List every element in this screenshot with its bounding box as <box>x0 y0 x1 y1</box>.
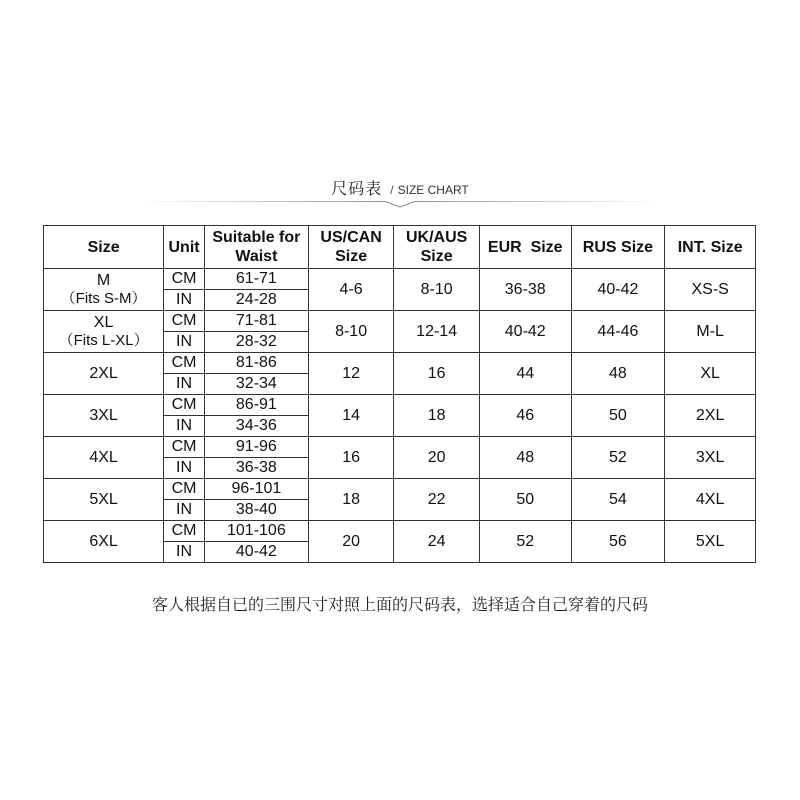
size-cell: 3XL <box>44 395 164 437</box>
unit-cm-cell: CM <box>164 269 205 290</box>
eur-cell: 44 <box>479 353 571 395</box>
int-cell: XL <box>665 353 756 395</box>
column-header-eur: EUR Size <box>479 226 571 269</box>
us-can-cell: 12 <box>308 353 394 395</box>
eur-cell: 46 <box>479 395 571 437</box>
column-header-size: Size <box>44 226 164 269</box>
waist-in-cell: 34-36 <box>204 416 308 437</box>
eur-cell: 40-42 <box>479 311 571 353</box>
size-cell: 2XL <box>44 353 164 395</box>
unit-in-cell: IN <box>164 290 205 311</box>
column-header-uk-aus: UK/AUS Size <box>394 226 480 269</box>
unit-in-cell: IN <box>164 416 205 437</box>
eur-cell: 50 <box>479 479 571 521</box>
table-row <box>44 395 756 416</box>
column-header-rus: RUS Size <box>571 226 665 269</box>
uk-aus-cell: 12-14 <box>394 311 480 353</box>
chevron-down-icon <box>385 194 415 208</box>
waist-in-cell: 32-34 <box>204 374 308 395</box>
waist-cm-cell: 71-81 <box>204 311 308 332</box>
uk-aus-cell: 22 <box>394 479 480 521</box>
fits-label: （Fits S-M） <box>60 289 147 307</box>
uk-aus-cell: 8-10 <box>394 269 480 311</box>
waist-in-cell: 40-42 <box>204 542 308 563</box>
rus-cell: 50 <box>571 395 665 437</box>
title-separator: / <box>390 183 394 197</box>
title-divider-left <box>140 201 385 202</box>
size-cell: 4XL <box>44 437 164 479</box>
unit-in-cell: IN <box>164 458 205 479</box>
int-cell: 2XL <box>665 395 756 437</box>
uk-aus-cell: 16 <box>394 353 480 395</box>
uk-aus-cell: 24 <box>394 521 480 563</box>
int-cell: 5XL <box>665 521 756 563</box>
waist-in-cell: 24-28 <box>204 290 308 311</box>
table-row <box>44 311 756 332</box>
size-chart-header <box>0 170 800 210</box>
waist-cm-cell: 81-86 <box>204 353 308 374</box>
unit-cm-cell: CM <box>164 395 205 416</box>
unit-cm-cell: CM <box>164 353 205 374</box>
us-can-cell: 4-6 <box>308 269 394 311</box>
rus-cell: 54 <box>571 479 665 521</box>
eur-cell: 52 <box>479 521 571 563</box>
unit-in-cell: IN <box>164 374 205 395</box>
rus-cell: 44-46 <box>571 311 665 353</box>
title-chinese: 尺码表 <box>331 179 383 198</box>
unit-cm-cell: CM <box>164 479 205 500</box>
int-cell: 4XL <box>665 479 756 521</box>
rus-cell: 56 <box>571 521 665 563</box>
int-cell: M-L <box>665 311 756 353</box>
size-cell: 6XL <box>44 521 164 563</box>
size-cell <box>44 269 164 311</box>
table-header-row <box>44 226 756 269</box>
footer-note: 客人根据自已的三围尺寸对照上面的尺码表，选择适合自己穿着的尺码 <box>151 595 648 614</box>
title-divider-right <box>415 201 660 202</box>
size-chart-table <box>43 225 756 563</box>
size-cell: 5XL <box>44 479 164 521</box>
waist-cm-cell: 96-101 <box>204 479 308 500</box>
int-cell: 3XL <box>665 437 756 479</box>
uk-aus-cell: 20 <box>394 437 480 479</box>
us-can-cell: 18 <box>308 479 394 521</box>
column-header-us-can: US/CAN Size <box>308 226 394 269</box>
waist-cm-cell: 61-71 <box>204 269 308 290</box>
size-label: M <box>96 271 111 289</box>
size-cell <box>44 311 164 353</box>
title-english: SIZE CHART <box>397 183 469 197</box>
waist-cm-cell: 101-106 <box>204 521 308 542</box>
column-header-int: INT. Size <box>665 226 756 269</box>
table-row <box>44 269 756 290</box>
waist-cm-cell: 86-91 <box>204 395 308 416</box>
us-can-cell: 20 <box>308 521 394 563</box>
size-label: XL <box>93 313 114 331</box>
unit-cm-cell: CM <box>164 437 205 458</box>
rus-cell: 48 <box>571 353 665 395</box>
eur-cell: 48 <box>479 437 571 479</box>
us-can-cell: 14 <box>308 395 394 437</box>
rus-cell: 52 <box>571 437 665 479</box>
int-cell: XS-S <box>665 269 756 311</box>
column-header-waist: Suitable for Waist <box>204 226 308 269</box>
waist-cm-cell: 91-96 <box>204 437 308 458</box>
us-can-cell: 8-10 <box>308 311 394 353</box>
unit-in-cell: IN <box>164 332 205 353</box>
column-header-unit: Unit <box>164 226 205 269</box>
unit-cm-cell: CM <box>164 521 205 542</box>
unit-cm-cell: CM <box>164 311 205 332</box>
table-row <box>44 479 756 500</box>
unit-in-cell: IN <box>164 500 205 521</box>
uk-aus-cell: 18 <box>394 395 480 437</box>
table-row <box>44 353 756 374</box>
table-row <box>44 521 756 542</box>
eur-cell: 36-38 <box>479 269 571 311</box>
fits-label: （Fits L-XL） <box>58 331 149 349</box>
waist-in-cell: 28-32 <box>204 332 308 353</box>
table-row <box>44 437 756 458</box>
unit-in-cell: IN <box>164 542 205 563</box>
us-can-cell: 16 <box>308 437 394 479</box>
waist-in-cell: 38-40 <box>204 500 308 521</box>
waist-in-cell: 36-38 <box>204 458 308 479</box>
rus-cell: 40-42 <box>571 269 665 311</box>
